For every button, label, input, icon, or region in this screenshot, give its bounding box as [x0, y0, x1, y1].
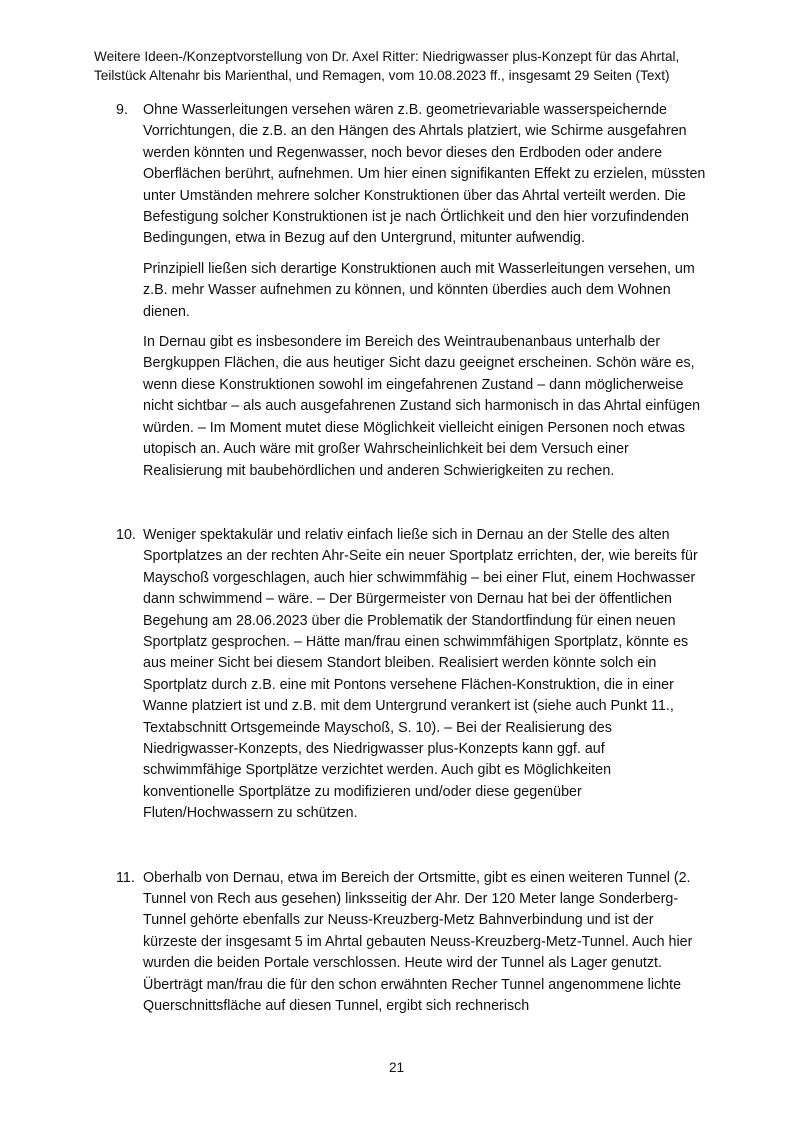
header-line-1: Weitere Ideen-/Konzeptvorstellung von Dr. Axel Ritter: Niedrigwasser plus-Konzept für das Ahrtal,: [94, 49, 680, 64]
running-header: [94, 48, 714, 85]
list-item-10: [94, 525, 706, 825]
list-item-paragraph: Prinzipiell ließen sich derartige Konstruktionen auch mit Wasserleitungen versehen, um z.B. mehr Wasser aufnehmen zu können, und könnten überdies auch dem Wohnen dienen.: [143, 260, 695, 320]
list-item-paragraph: Weniger spektakulär und relativ einfach ließe sich in Dernau an der Stelle des alten Sportplatzes an der rechten Ahr-Seite ein neuer Sportplatz errichten, der, wie bereits für Mayschoß vorgeschlagen, auch hier schwimmfähig – bei einer Flut, einem Hochwasser dann schwimmend – wäre. – Der Bürgermeister von Dernau hat bei der öffentlichen Begehung am 28.06.2023 über die Problematik der Standortfindung für einen neuen Sportplatz gesprochen. – Hätte man/frau einen schwimmfähigen Sportplatz, könnte es aus meiner Sicht bei diesem Standort bleiben. Realisiert werden könnte solch ein Sportplatz durch z.B. eine mit Pontons versehene Flächen-Konstruktion, die in einer Wanne platziert ist und z.B. mit dem Untergrund verankert ist (siehe auch Punkt 11., Textabschnitt Ortsgemeinde Mayschoß, S. 10). – Bei der Realisierung des Niedrigwasser-Konzepts, des Niedrigwasser plus-Konzepts kann ggf. auf schwimmfähige Sportplätze verzichtet werden. Auch gibt es Möglichkeiten konventionelle Sportplätze zu modifizieren und/oder diese gegenüber Fluten/Hochwassern zu schützen.: [143, 526, 698, 822]
list-item-number: 10.: [116, 526, 136, 543]
list-item-number: 11.: [116, 869, 135, 886]
list-item-paragraph: Ohne Wasserleitungen versehen wären z.B. geometrievariable wasserspeichernde Vorrichtungen, die z.B. an den Hängen des Ahrtals platziert, wie Schirme ausgefahren werden könnten und Regenwasser, noch bevor dieses den Erdboden oder andere Oberflächen berührt, aufnehmen. Um hier einen signifikanten Effekt zu erzielen, müssten unter Umständen mehrere solcher Konstruktionen über das Ahrtal verteilt werden. Die Befestigung solcher Konstruktionen ist je nach Örtlichkeit und den hier vorzufindenden Bedingungen, etwa in Bezug auf den Untergrund, mitunter aufwendig.: [143, 102, 706, 247]
list-item-number: 9.: [116, 102, 128, 118]
list-item-11: [94, 868, 706, 1018]
page-number: 21: [388, 1060, 405, 1075]
numbered-list: [94, 100, 706, 1026]
list-item-paragraph: In Dernau gibt es insbesondere im Bereich des Weintraubenanbaus unterhalb der Bergkuppen Flächen, die aus heutiger Sicht dazu geeignet erscheinen. Schön wäre es, wenn diese Konstruktionen sowohl im eingefahrenen Zustand – dann möglicherweise nicht sichtbar – als auch ausgefahrenen Zustand sich harmonisch in das Ahrtal einfügen würden. – Im Moment mutet diese Möglichkeit vielleicht einigen Personen noch etwas utopisch an. Auch wäre mit großer Wahrscheinlichkeit bei dem Versuch einer Realisierung mit baubehördlichen und anderen Schwierigkeiten zu rechen.: [143, 334, 701, 479]
header-line-2: Teilstück Altenahr bis Marienthal, und Remagen, vom 10.08.2023 ff., insgesamt 29 Seiten (Text): [94, 67, 670, 83]
list-item-paragraph: Oberhalb von Dernau, etwa im Bereich der Ortsmitte, gibt es einen weiteren Tunnel (2. Tunnel von Rech aus gesehen) linksseitig der Ahr. Der 120 Meter lange Sonderberg-Tunnel gehörte ebenfalls zur Neuss-Kreuzberg-Metz Bahnverbindung und ist der kürzeste der insgesamt 5 im Ahrtal gebauten Neuss-Kreuzberg-Metz-Tunnel. Auch hier wurden die beiden Portale verschlossen. Heute wird der Tunnel als Lager genutzt. Überträgt man/frau die für den schon erwähnten Recher Tunnel angenommene lichte Querschnittsfläche auf diesen Tunnel, ergibt sich rechnerisch: [143, 869, 693, 1015]
list-item-9: [94, 100, 706, 482]
